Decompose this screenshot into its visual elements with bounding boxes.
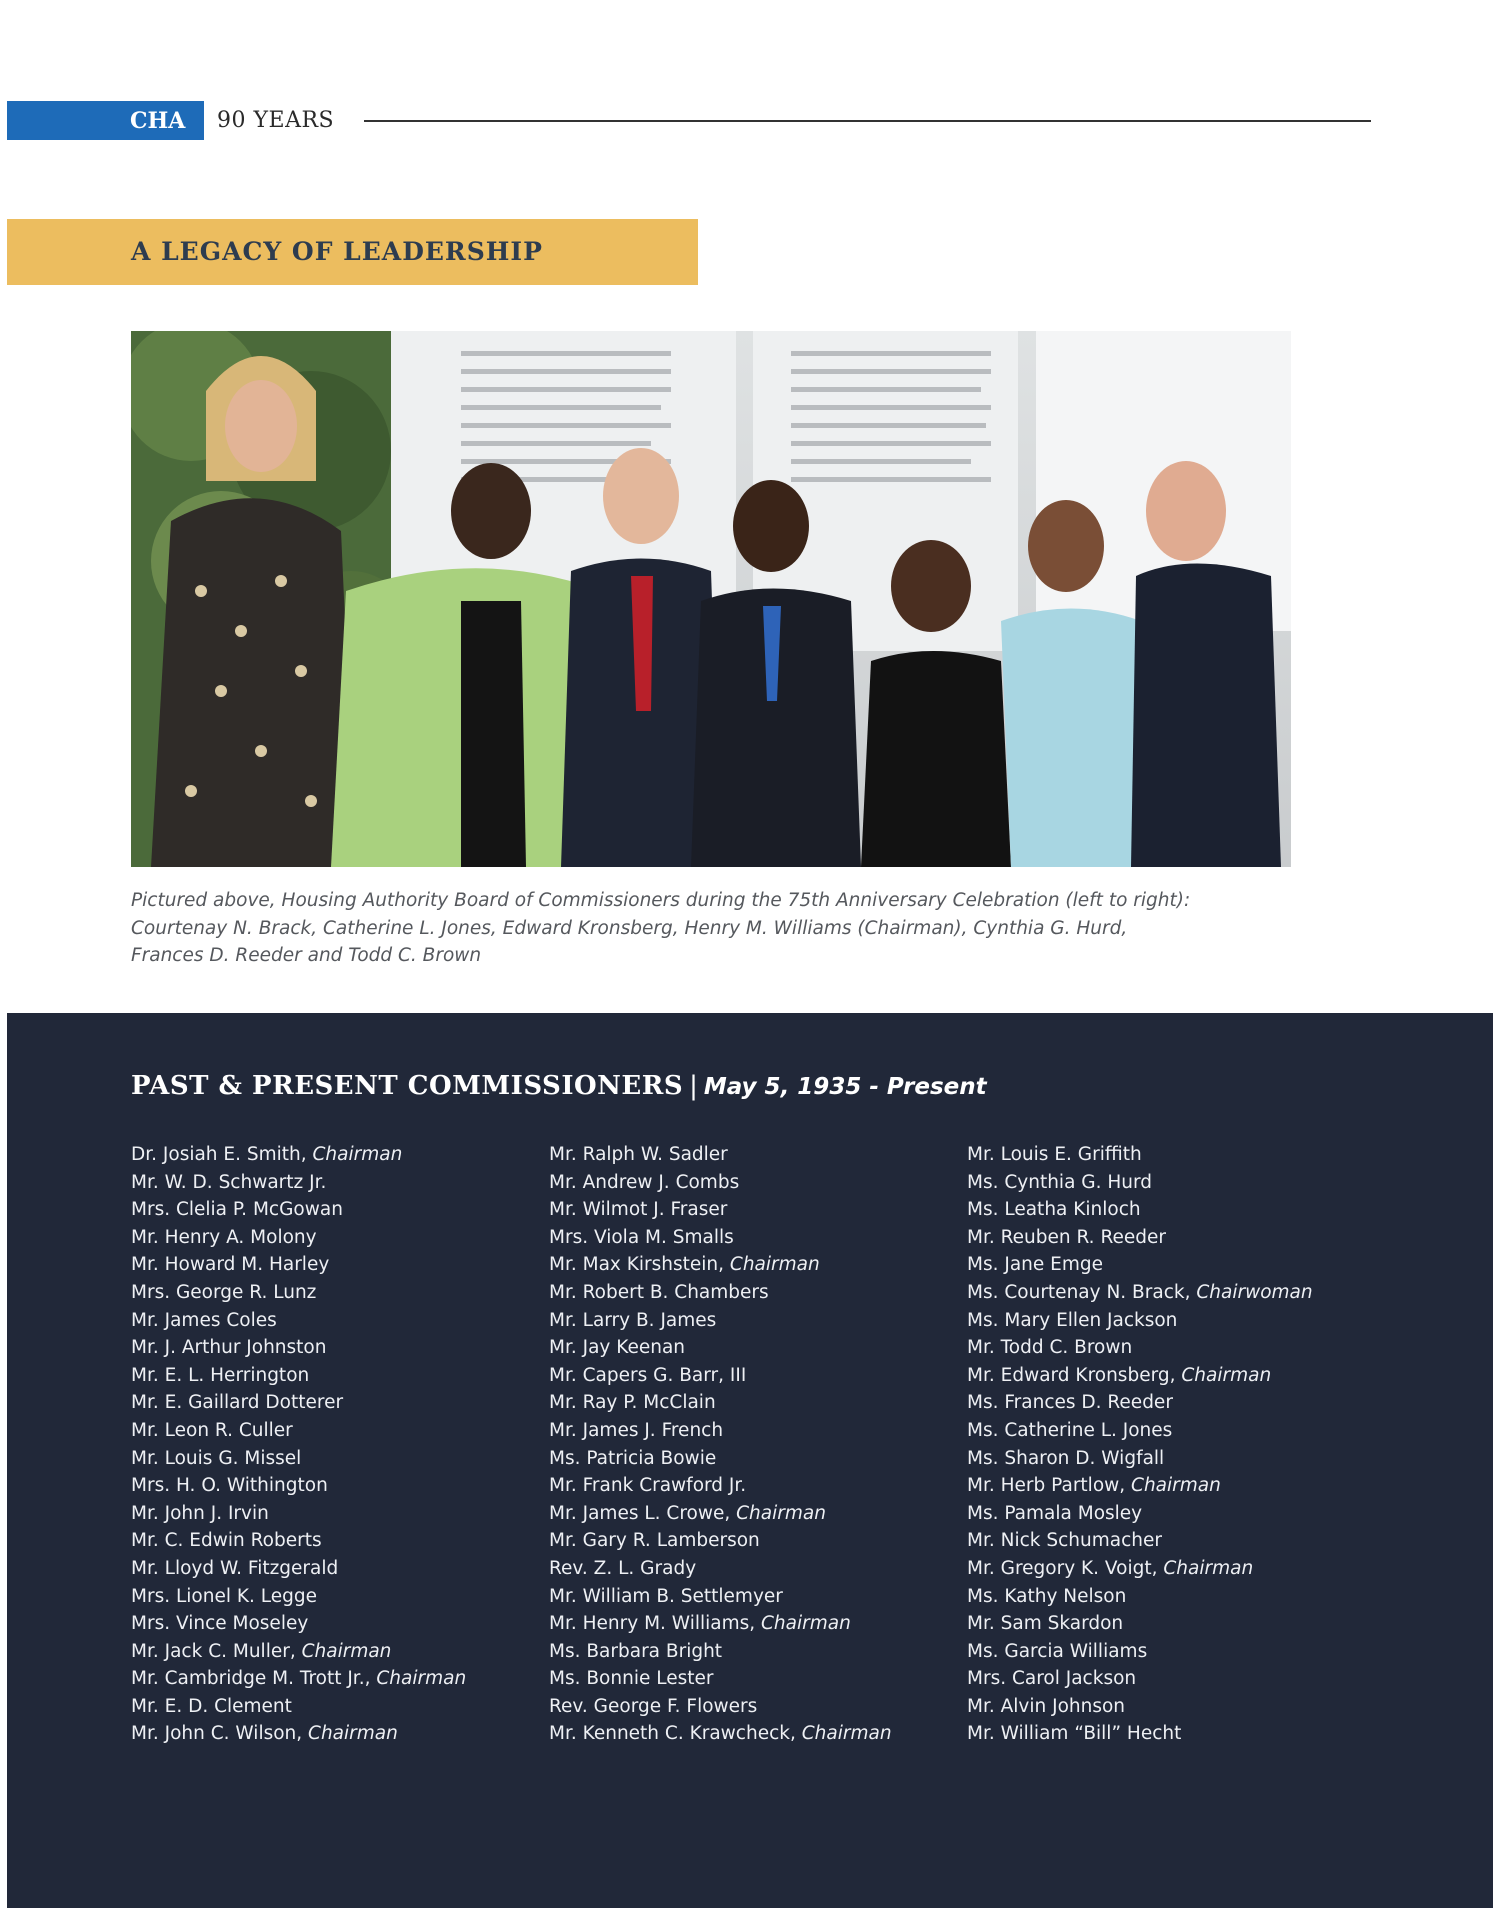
commissioner-name: Ms. Leatha Kinloch [967, 1199, 1141, 1221]
commissioner-item [549, 1555, 969, 1583]
commissioner-name: Mr. Larry B. James [549, 1309, 717, 1331]
commissioner-name: Ms. Frances D. Reeder [967, 1392, 1173, 1414]
header-subtitle: 90 YEARS [217, 108, 335, 133]
commissioner-item [131, 1638, 551, 1666]
role-separator: , [718, 1254, 730, 1276]
commissioner-item [967, 1389, 1387, 1417]
commissioner-item [131, 1417, 551, 1445]
commissioner-name: Ms. Patricia Bowie [549, 1447, 717, 1469]
commissioner-name: Mr. Jack C. Muller [131, 1640, 290, 1662]
caption-line: Courtenay N. Brack, Catherine L. Jones, Edward Kronsberg, Henry M. Williams (Chairman), Cynthia G. Hurd, [131, 917, 1128, 939]
commissioner-role: Chairman [736, 1502, 826, 1524]
commissioner-name: Mr. John J. Irvin [131, 1502, 269, 1524]
photo-caption [131, 887, 1261, 970]
commissioner-item [967, 1279, 1387, 1307]
commissioner-name: Mr. Ralph W. Sadler [549, 1144, 728, 1165]
commissioner-item [549, 1169, 969, 1197]
commissioner-item [967, 1224, 1387, 1252]
commissioner-name: Mr. James J. French [549, 1419, 724, 1441]
commissioner-item [131, 1583, 551, 1611]
commissioner-item [549, 1527, 969, 1555]
caption-line: Frances D. Reeder and Todd C. Brown [131, 945, 482, 966]
commissioner-item [967, 1693, 1387, 1721]
commissioner-name: Dr. Josiah E. Smith [131, 1144, 301, 1165]
commissioner-item [549, 1638, 969, 1666]
commissioner-item [131, 1334, 551, 1362]
commissioner-item [131, 1472, 551, 1500]
commissioner-item [967, 1720, 1387, 1748]
commissioner-name: Mr. Lloyd W. Fitzgerald [131, 1557, 339, 1579]
commissioner-name: Mr. J. Arthur Johnston [131, 1337, 327, 1359]
commissioner-name: Ms. Jane Emge [967, 1254, 1103, 1276]
commissioner-name: Mr. Frank Crawford Jr. [549, 1475, 747, 1497]
commissioner-name: Mrs. H. O. Withington [131, 1475, 328, 1497]
commissioner-item [967, 1445, 1387, 1473]
commissioners-date-range: May 5, 1935 - Present [703, 1074, 987, 1100]
commissioner-name: Mr. Gary R. Lamberson [549, 1530, 760, 1552]
commissioner-item [549, 1445, 969, 1473]
commissioner-name: Ms. Barbara Bright [549, 1640, 723, 1662]
commissioner-item [549, 1334, 969, 1362]
role-separator: , [1151, 1557, 1164, 1579]
commissioner-role: Chairman [1163, 1557, 1254, 1579]
commissioner-item [131, 1693, 551, 1721]
commissioner-item [549, 1665, 969, 1693]
role-separator: , [364, 1668, 377, 1690]
commissioner-item [967, 1500, 1387, 1528]
commissioner-item [967, 1307, 1387, 1335]
commissioner-item [131, 1307, 551, 1335]
commissioner-item [549, 1389, 969, 1417]
commissioners-heading [131, 1063, 987, 1109]
commissioner-item [549, 1362, 969, 1390]
commissioner-name: Mrs. Clelia P. McGowan [131, 1199, 343, 1221]
commissioner-name: Mr. Cambridge M. Trott Jr. [131, 1668, 365, 1690]
commissioner-name: Ms. Garcia Williams [967, 1640, 1148, 1662]
commissioner-item [967, 1555, 1387, 1583]
commissioner-name: Ms. Cynthia G. Hurd [967, 1171, 1153, 1193]
commissioner-name: Ms. Courtenay N. Brack [967, 1281, 1185, 1303]
commissioner-item [967, 1583, 1387, 1611]
commissioner-name: Mrs. Viola M. Smalls [549, 1226, 734, 1248]
commissioner-role: Chairwoman [1196, 1281, 1313, 1303]
commissioner-name: Rev. George F. Flowers [549, 1695, 758, 1717]
commissioner-name: Mrs. George R. Lunz [131, 1281, 317, 1303]
commissioner-item [131, 1279, 551, 1307]
commissioner-item [967, 1638, 1387, 1666]
commissioner-item [131, 1555, 551, 1583]
commissioner-name: Mrs. Lionel K. Legge [131, 1585, 317, 1607]
commissioner-item [549, 1141, 969, 1169]
commissioner-name: Mr. Edward Kronsberg [967, 1364, 1170, 1386]
commissioner-item [131, 1224, 551, 1252]
commissioner-role: Chairman [801, 1723, 892, 1745]
commissioner-name: Ms. Pamala Mosley [967, 1502, 1143, 1524]
commissioner-name: Mr. Jay Keenan [549, 1337, 686, 1359]
section-title: A LEGACY OF LEADERSHIP [131, 237, 543, 266]
commissioner-name: Ms. Mary Ellen Jackson [967, 1309, 1178, 1331]
caption-line: Pictured above, Housing Authority Board of Commissioners during the 75th Anniversary Celebration (left to right): [131, 890, 1191, 911]
commissioner-item [967, 1610, 1387, 1638]
commissioner-item [967, 1141, 1387, 1169]
commissioner-name: Mr. Nick Schumacher [967, 1530, 1162, 1552]
commissioner-item [131, 1141, 551, 1169]
commissioner-item [131, 1665, 551, 1693]
commissioner-item [549, 1196, 969, 1224]
commissioner-name: Mr. Kenneth C. Krawcheck [549, 1723, 790, 1745]
commissioner-item [967, 1417, 1387, 1445]
commissioner-role: Chairman [1181, 1364, 1272, 1386]
header-divider [364, 120, 1371, 122]
role-separator: , [1184, 1281, 1197, 1303]
commissioner-name: Mr. Max Kirshstein [549, 1254, 719, 1276]
commissioner-item [967, 1362, 1387, 1390]
commissioner-item [549, 1224, 969, 1252]
commissioner-item [967, 1527, 1387, 1555]
role-separator: , [724, 1502, 737, 1524]
commissioner-role: Chairman [1131, 1475, 1221, 1497]
commissioner-item [549, 1279, 969, 1307]
commissioner-role: Chairman [308, 1723, 398, 1745]
commissioner-name: Mr. Wilmot J. Fraser [549, 1199, 728, 1221]
commissioner-item [967, 1196, 1387, 1224]
commissioner-name: Mr. Todd C. Brown [967, 1337, 1133, 1359]
commissioner-item [131, 1720, 551, 1748]
header-brand: CHA [130, 108, 186, 134]
commissioner-name: Mr. James L. Crowe [549, 1502, 725, 1524]
commissioner-name: Ms. Bonnie Lester [549, 1668, 714, 1690]
commissioner-item [131, 1527, 551, 1555]
commissioner-item [967, 1251, 1387, 1279]
commissioner-item [967, 1169, 1387, 1197]
commissioner-item [549, 1472, 969, 1500]
role-separator: , [289, 1640, 302, 1662]
commissioner-role: Chairman [312, 1144, 403, 1165]
commissioner-name: Mr. Henry A. Molony [131, 1226, 317, 1248]
role-separator: , [296, 1723, 309, 1745]
commissioner-name: Mr. William B. Settlemyer [549, 1585, 783, 1607]
commissioner-item [967, 1334, 1387, 1362]
commissioner-name: Mr. Gregory K. Voigt [967, 1557, 1152, 1579]
commissioner-name: Mr. Louis E. Griffith [967, 1144, 1142, 1165]
commissioner-item [131, 1445, 551, 1473]
commissioner-name: Mr. Andrew J. Combs [549, 1171, 740, 1193]
commissioner-name: Mr. Capers G. Barr, III [549, 1364, 747, 1386]
commissioner-name: Mr. John C. Wilson [131, 1723, 297, 1745]
commissioner-item [549, 1720, 969, 1748]
commissioner-name: Mr. C. Edwin Roberts [131, 1530, 322, 1552]
commissioners-column-2 [549, 1141, 969, 1748]
commissioner-item [131, 1362, 551, 1390]
commissioner-item [131, 1169, 551, 1197]
commissioner-name: Mr. W. D. Schwartz Jr. [131, 1171, 327, 1193]
commissioner-name: Mr. William “Bill” Hecht [967, 1723, 1182, 1745]
commissioner-name: Mr. James Coles [131, 1309, 277, 1331]
commissioner-item [131, 1610, 551, 1638]
title-separator: | [689, 1071, 698, 1101]
commissioner-name: Mr. Leon R. Culler [131, 1419, 293, 1441]
commissioner-role: Chairman [301, 1640, 392, 1662]
commissioners-column-3 [967, 1141, 1387, 1748]
commissioner-role: Chairman [729, 1254, 820, 1276]
commissioner-name: Mr. E. Gaillard Dotterer [131, 1392, 344, 1414]
commissioner-item [549, 1610, 969, 1638]
role-separator: , [1119, 1475, 1132, 1497]
commissioners-column-1 [131, 1141, 551, 1748]
commissioner-item [549, 1251, 969, 1279]
commissioner-name: Mrs. Vince Moseley [131, 1613, 309, 1635]
commissioner-item [131, 1500, 551, 1528]
commissioner-name: Mr. Ray P. McClain [549, 1392, 716, 1414]
commissioner-item [549, 1693, 969, 1721]
role-separator: , [300, 1144, 313, 1165]
commissioner-name: Mr. Reuben R. Reeder [967, 1226, 1166, 1248]
commissioner-name: Ms. Sharon D. Wigfall [967, 1447, 1165, 1469]
commissioner-item [549, 1583, 969, 1611]
commissioner-name: Mrs. Carol Jackson [967, 1668, 1137, 1690]
commissioner-name: Mr. Sam Skardon [967, 1613, 1124, 1635]
commissioner-name: Mr. Alvin Johnson [967, 1695, 1126, 1717]
commissioner-name: Mr. Herb Partlow [967, 1475, 1120, 1497]
commissioner-name: Ms. Kathy Nelson [967, 1585, 1127, 1607]
commissioner-name: Mr. E. D. Clement [131, 1695, 292, 1717]
group-photo [131, 331, 1291, 867]
commissioner-name: Mr. Henry M. Williams [549, 1613, 750, 1635]
commissioner-name: Ms. Catherine L. Jones [967, 1419, 1173, 1441]
commissioner-item [967, 1665, 1387, 1693]
commissioner-item [549, 1307, 969, 1335]
commissioner-item [131, 1196, 551, 1224]
role-separator: , [749, 1613, 762, 1635]
commissioner-item [549, 1500, 969, 1528]
commissioner-name: Rev. Z. L. Grady [549, 1557, 697, 1579]
commissioner-role: Chairman [761, 1613, 851, 1635]
commissioner-item [131, 1251, 551, 1279]
commissioner-name: Mr. Louis G. Missel [131, 1447, 302, 1469]
commissioner-item [131, 1389, 551, 1417]
commissioner-name: Mr. Howard M. Harley [131, 1254, 330, 1276]
commissioner-item [549, 1417, 969, 1445]
commissioner-item [967, 1472, 1387, 1500]
commissioner-name: Mr. E. L. Herrington [131, 1364, 310, 1386]
commissioner-role: Chairman [376, 1668, 467, 1690]
role-separator: , [789, 1723, 802, 1745]
role-separator: , [1169, 1364, 1182, 1386]
commissioner-name: Mr. Robert B. Chambers [549, 1281, 769, 1303]
commissioners-title: PAST & PRESENT COMMISSIONERS [131, 1071, 684, 1101]
